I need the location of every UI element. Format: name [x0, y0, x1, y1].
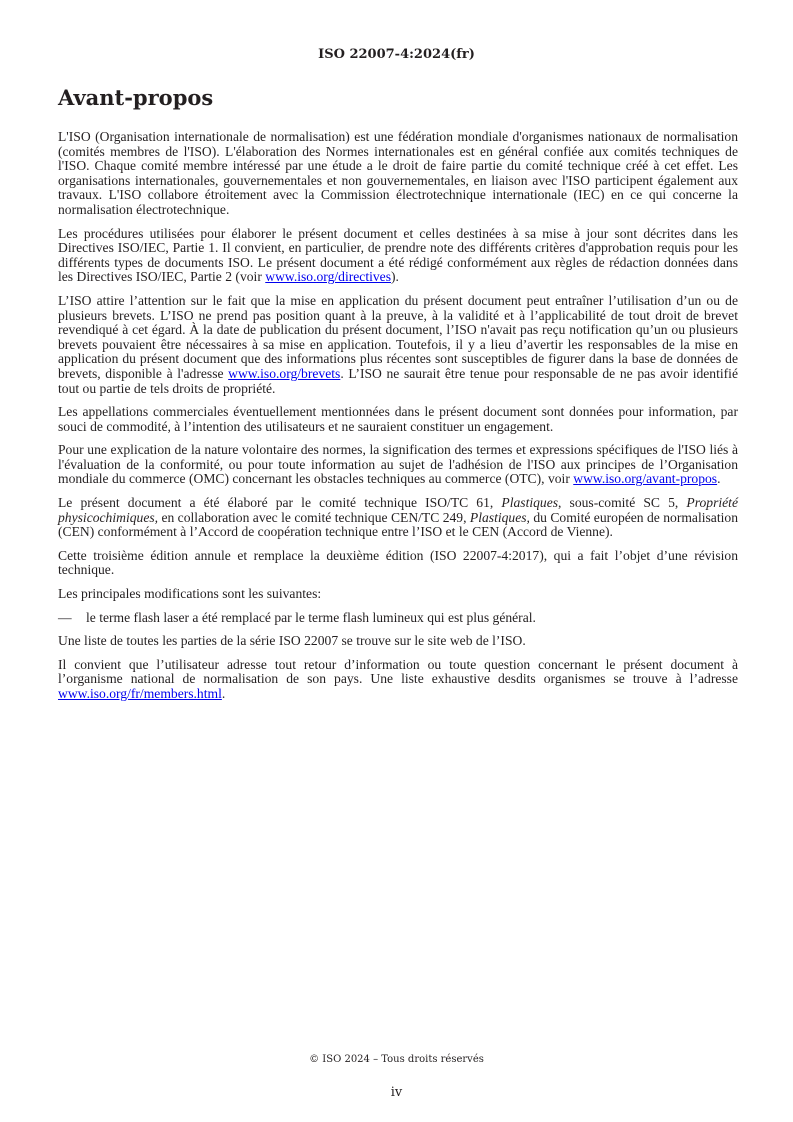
paragraph-text: Les procédures utilisées pour élaborer le présent document et celles destinées à sa mise à jour sont décrites dans les Directives ISO/IEC, Partie 1. Il convient, en particulier, de prendre note des différents critères d'approbation requis pour les différents types de documents ISO. Le présent document a été rédigé conformément aux règles de rédaction données dans les Directives ISO/IEC, Partie 2 (voir [58, 225, 738, 285]
paragraph-feedback [58, 658, 738, 702]
foreword-link[interactable]: www.iso.org/avant-propos [573, 471, 718, 487]
paragraph-text: Le présent document a été élaboré par le comité technique ISO/TC 61, [58, 495, 502, 511]
cen-committee-name: Plastiques, [469, 509, 530, 525]
document-id: ISO 22007-4:2024(fr) [318, 47, 475, 62]
paragraph-procedures [58, 227, 738, 285]
page-number: iv [390, 1085, 403, 1100]
paragraph-trade-names: Les appellations commerciales éventuellement mentionnées dans le présent document sont données pour information, par souci de commodité, à l’intention des utilisateurs et ne sauraient constituer un engagement. [58, 404, 738, 434]
copyright-notice: © ISO 2024 – Tous droits réservés [309, 1054, 484, 1065]
directives-link[interactable]: www.iso.org/directives [265, 269, 391, 285]
page-title: Avant-propos [58, 85, 214, 110]
paragraph-tail: . [717, 471, 721, 487]
paragraph-series: Une liste de toutes les parties de la série ISO 22007 se trouve sur le site web de l’ISO. [58, 633, 526, 649]
paragraph-text: en collaboration avec le comité technique CEN/TC 249, [158, 509, 470, 525]
paragraph-text: du Comité européen de normalisation (CEN) conformément à l’Accord de coopération technique entre l’ISO et le CEN (Accord de Vienne). [58, 509, 738, 540]
paragraph-text: Il convient que l’utilisateur adresse tout retour d’information ou toute question concernant le présent document à l’organisme national de normalisation de son pays. Une liste exhaustive desdits organismes se trouve à l’adresse [58, 656, 738, 687]
paragraph-text: L’ISO attire l’attention sur le fait que la mise en application du présent document peut entraîner l’utilisation d’un ou de plusieurs brevets. L’ISO ne prend pas position quant à la preuve, à la validité et à l’applicabilité de tout droit de brevet revendiqué à cet égard. À la date de publication du présent document, l’ISO n'avait pas reçu notification qu’un ou plusieurs brevets pouvaient être nécessaires à sa mise en application. Toutefois, il y a lieu d’avertir les responsables de la mise en application du présent document que des informations plus récentes sont susceptibles de figurer dans la base de données de brevets, disponible à l'adresse [58, 292, 738, 381]
patents-link[interactable]: www.iso.org/brevets [228, 365, 341, 381]
paragraph-tail: ). [391, 269, 399, 285]
paragraph-changes-intro: Les principales modifications sont les suivantes: [58, 586, 322, 602]
foreword-body [58, 130, 738, 711]
paragraph-tail: . L’ISO ne saurait être tenue pour responsable de ne pas avoir identifié tout ou partie de tels droits de propriété. [58, 365, 738, 396]
list-dash: — [58, 609, 72, 625]
paragraph-tail: . [221, 686, 226, 701]
paragraph-iso-intro: L'ISO (Organisation internationale de normalisation) est une fédération mondiale d'organismes nationaux de normalisation (comités membres de l'ISO). L'élaboration des Normes internationales est en général confiée aux comités techniques de l'ISO. Chaque comité membre intéressé par une étude a le droit de faire partie du comité technique créé à cet effet. Les organisations internationales, gouvernementales et non gouvernementales, en liaison avec l'ISO participent également aux travaux. L'ISO collabore étroitement avec la Commission électrotechnique internationale (IEC) en ce qui concerne la normalisation électrotechnique. [58, 129, 738, 217]
paragraph-text: Pour une explication de la nature volontaire des normes, la signification des termes et expressions spécifiques de l'ISO liés à l'évaluation de la conformité, ou pour toute information au sujet de l'adhésion de l'ISO aux principes de l’Organisation mondiale du commerce (OMC) concernant les obstacles techniques au commerce (OTC), voir [58, 442, 738, 487]
committee-name: Plastiques [501, 495, 559, 511]
paragraph-voluntary-nature [58, 443, 738, 487]
paragraph-edition: Cette troisième édition annule et remplace la deuxième édition (ISO 22007-4:2017), qui a fait l’objet d’une révision technique. [58, 547, 738, 578]
paragraph-patents [58, 294, 738, 396]
list-item-text: le terme flash laser a été remplacé par le terme flash lumineux qui est plus général. [86, 609, 536, 625]
paragraph-committee [58, 496, 738, 540]
list-item [58, 611, 738, 626]
subcommittee-name: Propriété physicochimiques, [58, 495, 738, 525]
paragraph-text: , sous-comité SC 5, [558, 495, 687, 511]
members-link[interactable]: www.iso.org/fr/members.html [58, 686, 222, 701]
